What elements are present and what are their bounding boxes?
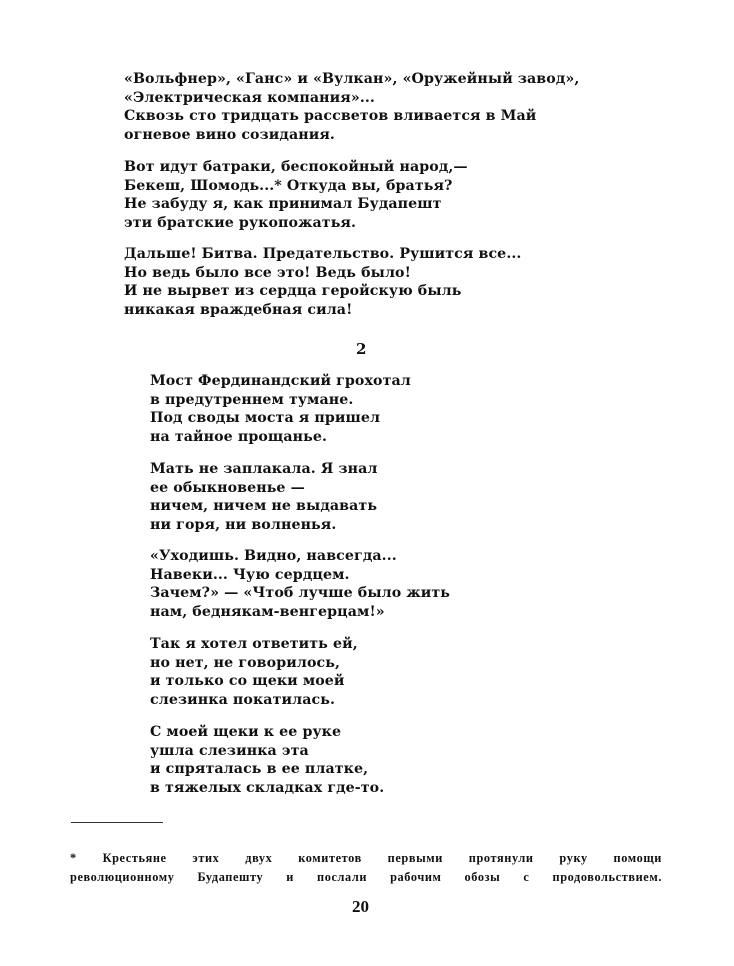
section-number: 2 bbox=[356, 340, 367, 358]
stanza bbox=[124, 158, 468, 233]
verse-line: Сквозь сто тридцать рассветов вливается в Май bbox=[124, 108, 537, 125]
verse-line: ушла слезинка эта bbox=[150, 742, 309, 759]
verse-line: никакая враждебная сила! bbox=[124, 302, 353, 319]
verse-line: на тайное прощанье. bbox=[150, 429, 328, 446]
verse-line: Дальше! Битва. Предательство. Рушится все... bbox=[124, 246, 522, 262]
verse-line: «Электрическая компания»... bbox=[124, 89, 375, 106]
page-number: 20 bbox=[352, 897, 369, 916]
verse-line: эти братские рукопожатья. bbox=[124, 215, 357, 232]
verse-line: Не забуду я, как принимал Будапешт bbox=[124, 196, 442, 213]
stanza bbox=[124, 70, 579, 145]
stanza bbox=[150, 460, 378, 535]
verse-line: в предутреннем тумане. bbox=[150, 391, 354, 408]
verse-line: и спряталась в ее платке, bbox=[150, 761, 369, 778]
verse-line: ее обыкновенье — bbox=[150, 479, 305, 496]
verse-line: но нет, не говорилось, bbox=[150, 654, 341, 671]
verse-line: и только со щеки моей bbox=[150, 673, 345, 690]
footnote-line: революционному Будапешту и послали рабочим обозы с продовольствием. bbox=[70, 870, 662, 884]
verse-line: ничем, ничем не выдавать bbox=[150, 498, 378, 515]
verse-line: слезинка покатилась. bbox=[150, 692, 336, 709]
verse-line: Мост Фердинандский грохотал bbox=[150, 373, 411, 389]
verse-line: нам, беднякам-венгерцам!» bbox=[150, 604, 385, 621]
stanza bbox=[124, 245, 521, 320]
verse-line: Но ведь было все это! Ведь было! bbox=[124, 264, 411, 281]
stanza bbox=[150, 547, 450, 622]
verse-line: И не вырвет из сердца геройскую быль bbox=[124, 283, 462, 300]
verse-line: Бекеш, Шомодь...* Откуда вы, братья? bbox=[124, 177, 453, 194]
verse-line: Навеки... Чую сердцем. bbox=[150, 566, 350, 583]
verse-line: Зачем?» — «Чтоб лучше было жить bbox=[150, 585, 451, 602]
stanza bbox=[150, 372, 411, 447]
footnote-line: * Крестьяне этих двух комитетов первыми протянули руку помощи bbox=[70, 851, 662, 865]
verse-line: «Вольфнер», «Ганс» и «Вулкан», «Оружейный завод», bbox=[124, 71, 580, 87]
stanza bbox=[150, 723, 384, 798]
verse-line: ни горя, ни волненья. bbox=[150, 517, 337, 534]
verse-line: «Уходишь. Видно, навсегда... bbox=[150, 548, 397, 564]
verse-line: Под своды моста я пришел bbox=[150, 410, 381, 427]
stanza bbox=[150, 635, 358, 710]
verse-line: в тяжелых складках где-то. bbox=[150, 780, 385, 797]
verse-line: Вот идут батраки, беспокойный народ,— bbox=[124, 159, 468, 175]
verse-line: Так я хотел ответить ей, bbox=[150, 636, 358, 652]
footnote-divider bbox=[71, 822, 163, 823]
footnote bbox=[70, 849, 662, 887]
verse-line: огневое вино созидания. bbox=[124, 127, 335, 144]
verse-line: Мать не заплакала. Я знал bbox=[150, 461, 378, 477]
verse-line: С моей щеки к ее руке bbox=[150, 724, 342, 740]
